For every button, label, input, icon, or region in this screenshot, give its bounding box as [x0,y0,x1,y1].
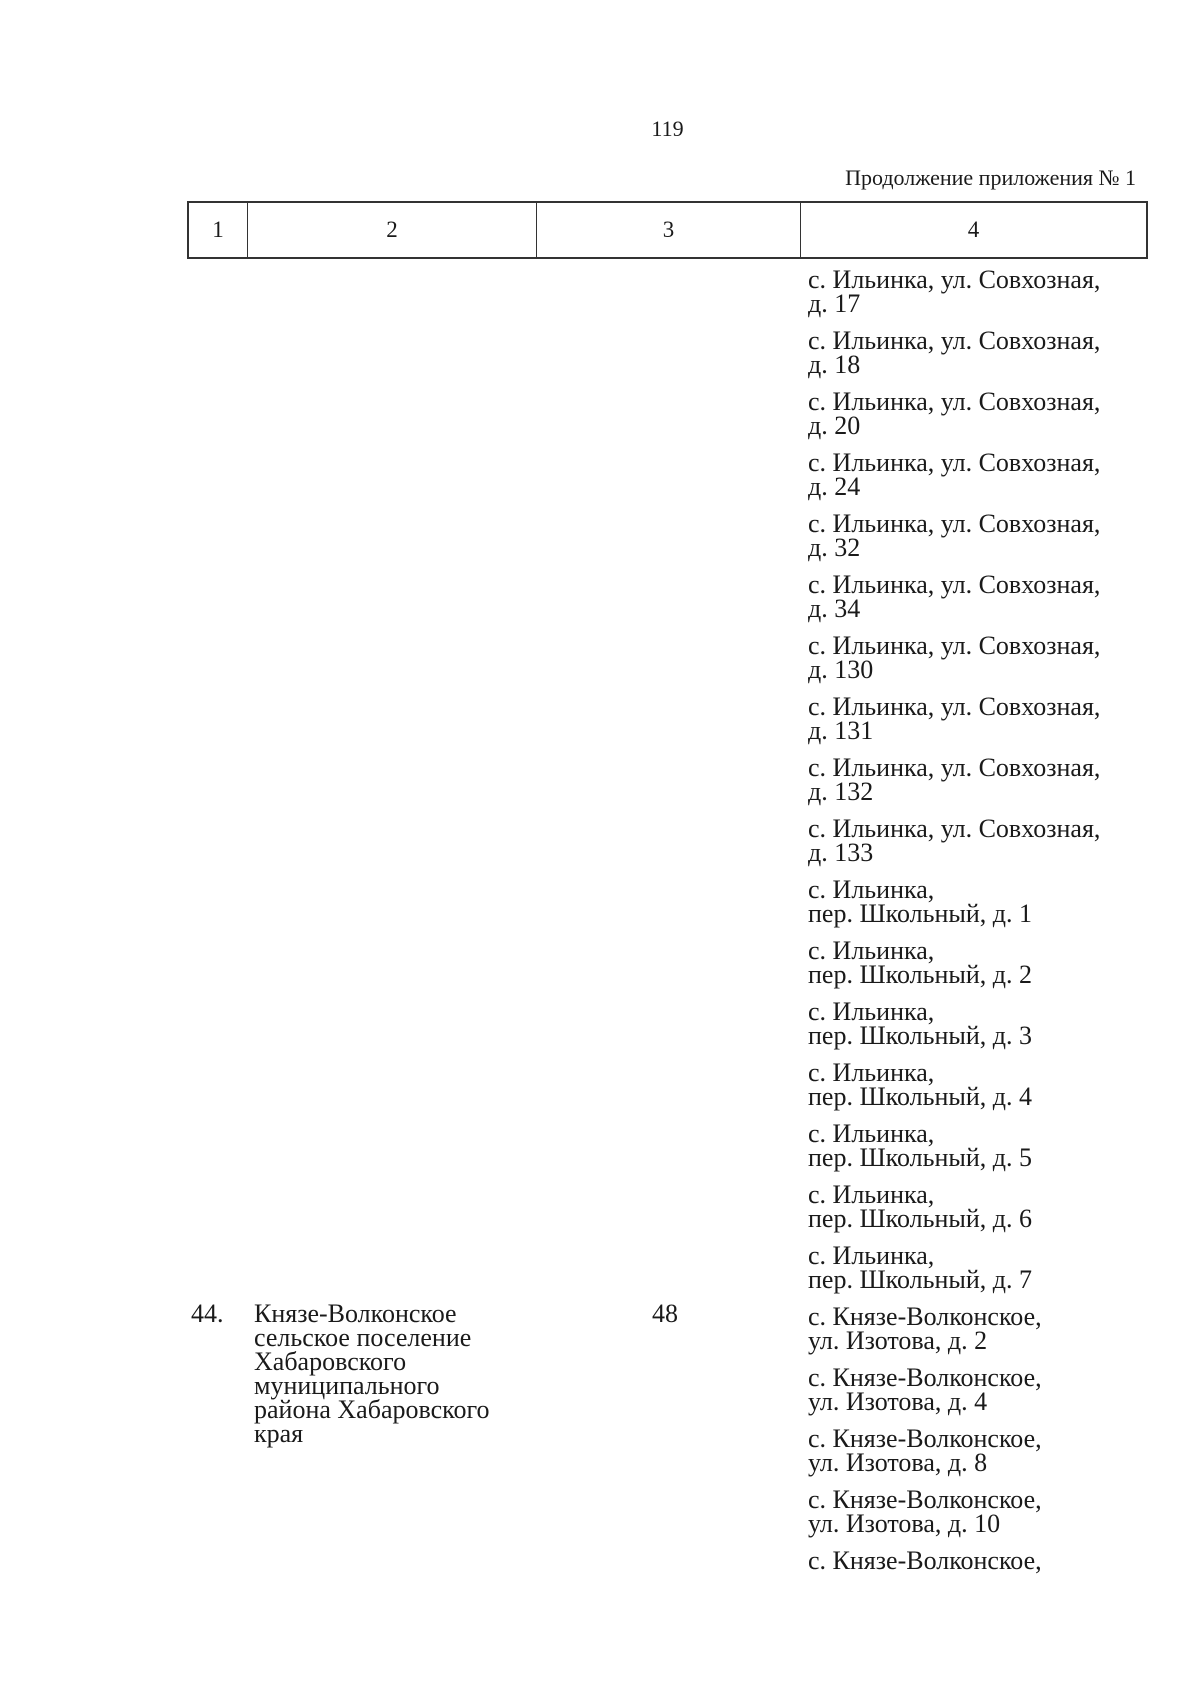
address-line: с. Ильинка, ул. Совхозная, [808,265,1101,294]
address-line: с. Ильинка, ул. Совхозная, [808,753,1101,782]
address-line: ул. Изотова, д. 2 [808,1326,988,1355]
address-line: д. 20 [808,411,861,440]
address-line: пер. Школьный, д. 6 [808,1204,1033,1233]
entry-name-line: края [254,1419,304,1448]
list-item [808,753,1148,817]
address-line: д. 133 [808,838,874,867]
list-item [808,875,1148,939]
list-item [808,265,1148,329]
address-line: с. Ильинка, ул. Совхозная, [808,570,1101,599]
address-line: с. Ильинка, [808,1119,935,1148]
address-line: д. 24 [808,472,861,501]
entry-name [254,1299,544,1448]
address-line: д. 18 [808,350,861,379]
header-cell-1: 1 [189,203,248,257]
address-line: с. Князе-Волконское, [808,1485,1042,1514]
address-line: с. Ильинка, [808,997,935,1026]
address-line: пер. Школьный, д. 3 [808,1021,1033,1050]
address-line: с. Ильинка, [808,875,935,904]
address-line: с. Ильинка, [808,1241,935,1270]
address-line: с. Ильинка, ул. Совхозная, [808,509,1101,538]
address-line: пер. Школьный, д. 4 [808,1082,1033,1111]
list-item [808,1241,1148,1305]
header-cell-4: 4 [967,217,980,242]
address-line: ул. Изотова, д. 8 [808,1448,988,1477]
address-line: с. Князе-Волконское, [808,1546,1042,1575]
address-line: пер. Школьный, д. 1 [808,899,1033,928]
entry-number: 44. [191,1299,224,1328]
list-item [808,326,1148,390]
list-item [808,448,1148,512]
continuation-label: Продолжение приложения № 1 [845,165,1136,190]
list-item [808,570,1148,634]
page-number: 119 [651,116,684,141]
address-list [808,265,1148,1610]
entry-name-line: Князе-Волконское [254,1299,457,1328]
list-item [808,814,1148,878]
address-line: с. Князе-Волконское, [808,1424,1042,1453]
list-item [808,1302,1148,1366]
address-line: с. Ильинка, ул. Совхозная, [808,326,1101,355]
entry-name-line: муниципального [254,1371,440,1400]
address-line: с. Ильинка, ул. Совхозная, [808,387,1101,416]
list-item [808,1363,1148,1427]
address-line: с. Ильинка, [808,1058,935,1087]
address-line: с. Ильинка, ул. Совхозная, [808,692,1101,721]
address-line: д. 131 [808,716,874,745]
address-line: пер. Школьный, д. 2 [808,960,1033,989]
address-line: д. 34 [808,594,861,623]
address-line: с. Князе-Волконское, [808,1363,1042,1392]
address-line: с. Ильинка, ул. Совхозная, [808,448,1101,477]
address-line: с. Ильинка, ул. Совхозная, [808,814,1101,843]
address-line: с. Князе-Волконское, [808,1302,1042,1331]
list-item [808,1119,1148,1183]
list-item [808,1485,1148,1549]
list-item [808,692,1148,756]
address-line: пер. Школьный, д. 7 [808,1265,1033,1294]
list-item [808,1546,1148,1610]
list-item [808,509,1148,573]
list-item [808,936,1148,1000]
address-line: с. Ильинка, [808,1180,935,1209]
address-line: д. 17 [808,289,861,318]
address-line: ул. Изотова, д. 10 [808,1509,1001,1538]
address-line: д. 130 [808,655,874,684]
entry-name-line: района Хабаровского [254,1395,490,1424]
entry-name-line: Хабаровского [254,1347,407,1376]
list-item [808,1424,1148,1488]
list-item [808,387,1148,451]
entry-count: 48 [652,1299,678,1328]
address-line: с. Ильинка, [808,936,935,965]
list-item [808,997,1148,1061]
entry-name-line: сельское поселение [254,1323,472,1352]
header-cell-2: 2 [248,203,537,257]
address-line: пер. Школьный, д. 5 [808,1143,1033,1172]
address-line: ул. Изотова, д. 4 [808,1387,988,1416]
table-header [187,201,1148,259]
address-line: д. 32 [808,533,861,562]
header-cell-3: 3 [537,203,801,257]
address-line: с. Ильинка, ул. Совхозная, [808,631,1101,660]
list-item [808,1180,1148,1244]
address-line: д. 132 [808,777,874,806]
list-item [808,1058,1148,1122]
list-item [808,631,1148,695]
